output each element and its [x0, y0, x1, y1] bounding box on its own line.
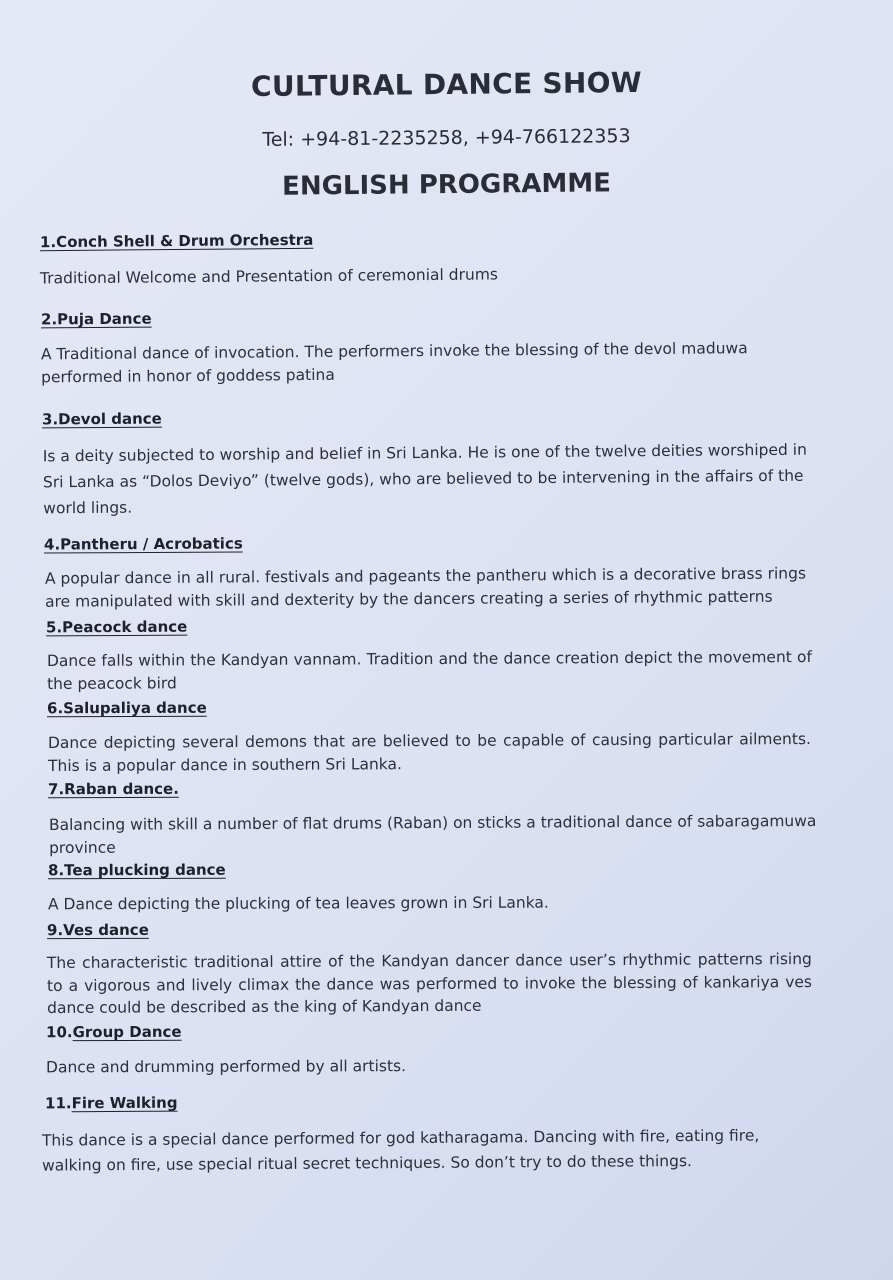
item-number-10: 10. — [45, 1023, 73, 1042]
item-heading-4: 4.Pantheru / Acrobatics — [43, 534, 243, 554]
item-description-6: Dance depicting several demons that are believed to be capable of causing particular ailments. This is a popular dance in southern Sri Lanka. — [47, 730, 811, 775]
item-description-9: The characteristic traditional attire of the Kandyan dancer dance user’s rhythmic patterns rising to a vigorous and lively climax the dance was performed to invoke the blessing of kankariya ves dance could be described as the king of Kandyan dance — [46, 949, 813, 1018]
item-heading-1: 1.Conch Shell & Drum Orchestra — [39, 230, 314, 252]
item-description-1: Traditional Welcome and Presentation of ceremonial drums — [39, 265, 499, 288]
item-label-11: Fire Walking — [71, 1093, 178, 1113]
item-number-11: 11. — [44, 1094, 72, 1113]
item-heading-6: 6.Salupaliya dance — [46, 698, 207, 718]
item-label-10: Group Dance — [72, 1022, 182, 1042]
item-description-7: Balancing with skill a number of flat drums (Raban) on sticks a traditional dance of sabaragamuwa province — [48, 811, 817, 858]
item-heading-10 — [46, 1023, 182, 1041]
telephone-line: Tel: +94-81-2235258, +94-766122353 — [262, 125, 631, 151]
item-heading-8: 8.Tea plucking dance — [47, 860, 226, 880]
item-heading-11 — [45, 1094, 178, 1113]
item-description-11: This dance is a special dance performed for god katharagama. Dancing with fire, eating fire, walking on fire, use special ritual secret techniques. So don’t try to do these things. — [41, 1126, 760, 1175]
document-title: CULTURAL DANCE SHOW — [250, 65, 643, 104]
item-heading-7: 7.Raban dance. — [47, 779, 179, 799]
item-heading-5: 5.Peacock dance — [45, 617, 188, 637]
item-description-8: A Dance depicting the plucking of tea leaves grown in Sri Lanka. — [47, 893, 549, 914]
item-heading-9: 9.Ves dance — [46, 920, 149, 940]
item-description-10: Dance and drumming performed by all artists. — [45, 1057, 407, 1077]
item-heading-3: 3.Devol dance — [41, 409, 162, 429]
item-description-4: A popular dance in all rural. festivals and pageants the pantheru which is a decorative brass rings are manipulated with skill and dexterity by the dancers creating a series of rhythmic patterns — [44, 564, 807, 611]
document-subtitle: ENGLISH PROGRAMME — [281, 168, 612, 202]
item-heading-2: 2.Puja Dance — [40, 309, 152, 329]
item-description-3: Is a deity subjected to worship and belief in Sri Lanka. He is one of the twelve deities worshiped in Sri Lanka as “Dolos Deviyo” (twelve gods), who are believed to be intervening in the affairs of the world lings. — [42, 440, 807, 518]
item-description-5: Dance falls within the Kandyan vannam. Tradition and the dance creation depict the movement of the peacock bird — [46, 647, 812, 694]
item-description-2: A Traditional dance of invocation. The performers invoke the blessing of the devol maduwa performed in honor of goddess patina — [40, 339, 748, 387]
